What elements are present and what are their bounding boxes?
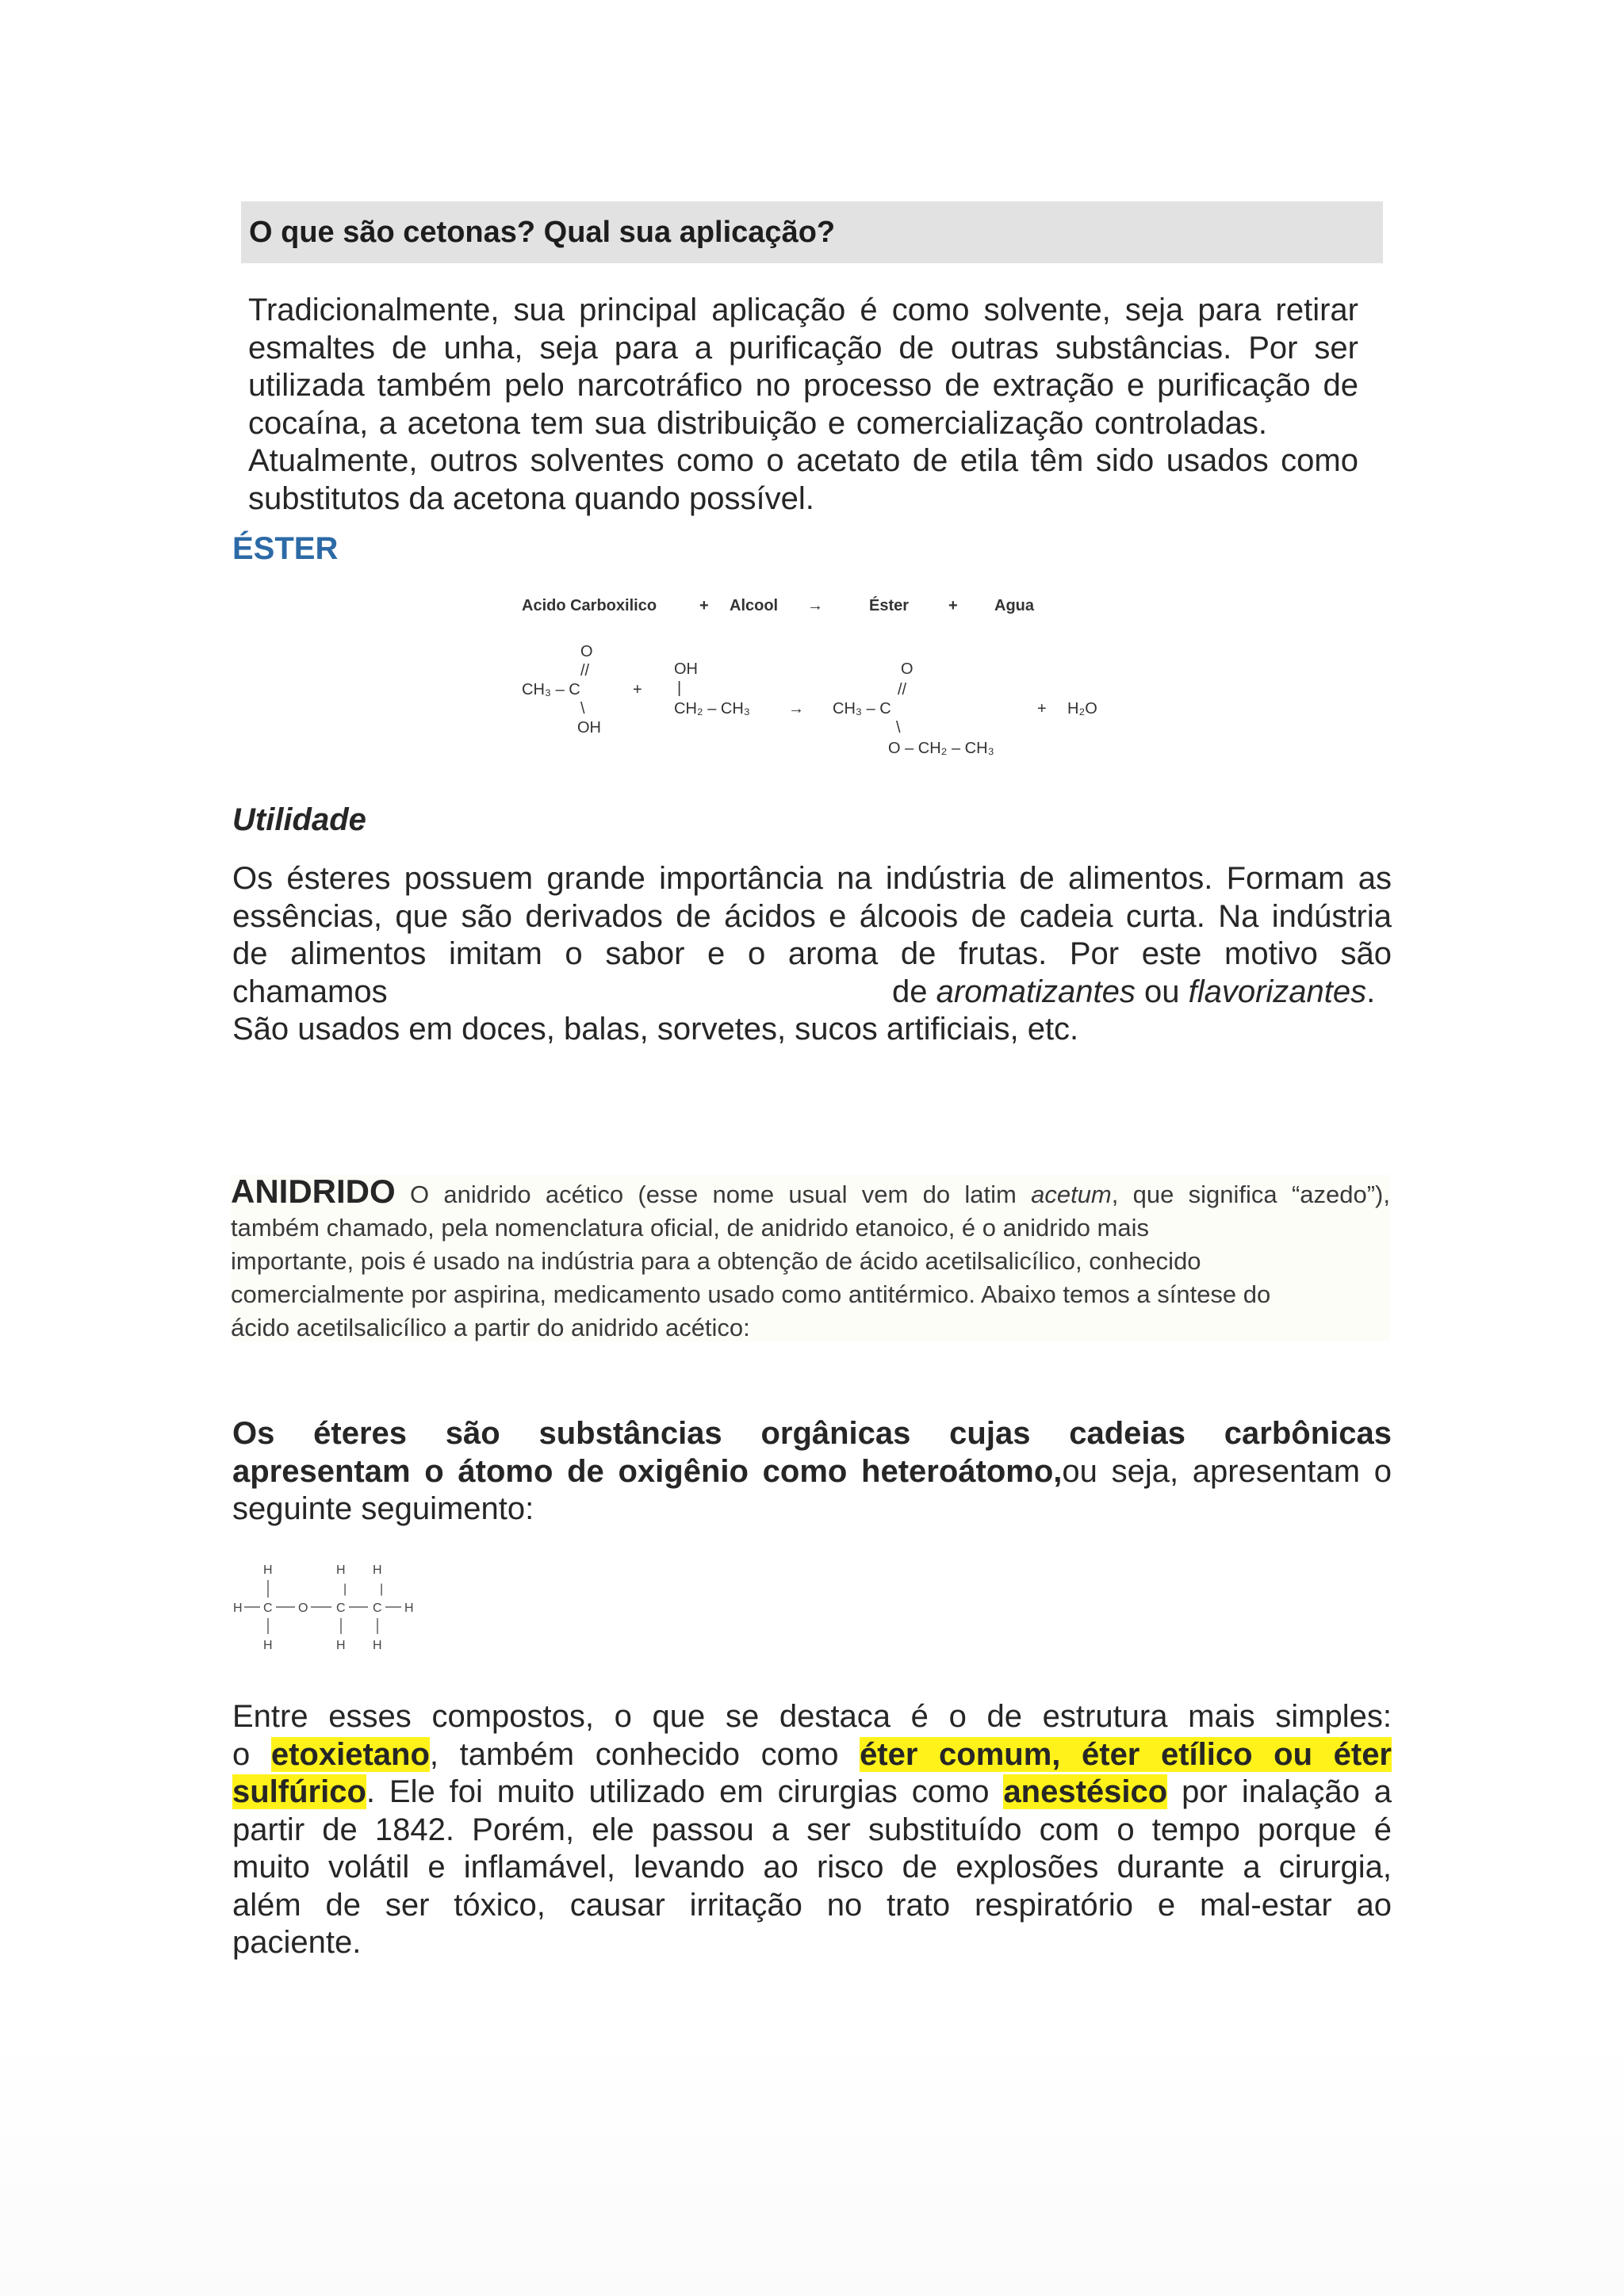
hydrogen-atom: H <box>373 1639 382 1652</box>
eter-paragraph <box>232 1415 1392 1529</box>
alcohol-bond: | <box>677 679 682 697</box>
water-formula: H₂O <box>1067 700 1097 718</box>
acid-carbonyl-o: O <box>580 643 593 660</box>
text-line <box>232 1774 1392 1812</box>
question-heading: O que são cetonas? Qual sua aplicação? <box>241 201 1383 263</box>
italic-term: flavorizantes <box>1188 974 1367 1009</box>
text-fragment: chamamos <box>232 974 388 1009</box>
italic-term: aromatizantes <box>936 974 1136 1009</box>
text-line: Entre esses compostos, o que se destaca é o de estrutura mais simples: <box>232 1699 1392 1734</box>
anidrido-paragraph <box>231 1175 1390 1341</box>
acid-double-bond: // <box>580 662 590 679</box>
text-line: seguinte seguimento: <box>232 1491 534 1526</box>
acid-single-bond: \ <box>580 700 585 718</box>
text-line <box>232 1453 1392 1491</box>
text-fragment: , também conhecido como <box>429 1736 860 1772</box>
text-line: além de ser tóxico, causar irritação no trato respiratório e mal-estar ao <box>232 1887 1392 1923</box>
hydrogen-atom: H <box>263 1639 273 1652</box>
text-line <box>232 1736 1392 1774</box>
highlighted-term: éter comum, éter etílico ou éter <box>860 1736 1392 1772</box>
italic-term: acetum <box>1031 1181 1112 1208</box>
carbon-atom: C <box>336 1601 346 1615</box>
reaction-arrow: → <box>807 597 823 614</box>
bond-line: | <box>380 1582 384 1596</box>
text-fragment: ou seja, apresentam o <box>1062 1453 1392 1489</box>
hydrogen-atom: H <box>373 1563 382 1577</box>
alcohol-chain: CH₂ – CH₃ <box>674 700 750 718</box>
highlighted-term: sulfúrico <box>232 1774 366 1809</box>
alcohol-hydroxyl: OH <box>674 660 698 678</box>
ester-heading: ÉSTER <box>232 531 339 566</box>
text-line: Os ésteres possuem grande importância na indústria de alimentos. Formam as <box>232 861 1392 896</box>
anidrido-heading: ANIDRIDO <box>231 1173 396 1210</box>
hydrogen-atom: H <box>233 1601 243 1615</box>
acid-hydroxyl: OH <box>577 719 601 737</box>
ester-chain: CH₃ – C <box>833 700 891 718</box>
text-fragment: . Ele foi muito utilizado em cirurgias como <box>366 1774 1004 1809</box>
text-line: muito volátil e inflamável, levando ao risco de explosões durante a cirurgia, <box>232 1850 1392 1885</box>
bold-text: Os éteres são substâncias orgânicas cujas cadeias carbônicas <box>232 1416 1392 1451</box>
ether-structure-diagram <box>230 1558 436 1661</box>
text-line: São usados em doces, balas, sorvetes, sucos artificiais, etc. <box>232 1012 1079 1047</box>
bold-text: apresentam o átomo de oxigênio como heteroátomo, <box>232 1453 1063 1489</box>
text-fragment: . <box>1366 974 1376 1009</box>
text-line: de alimentos imitam o sabor e o aroma de frutas. Por este motivo são <box>232 936 1392 971</box>
reaction-plus: + <box>633 681 642 698</box>
bond-line: | <box>343 1582 347 1596</box>
text-line: também chamado, pela nomenclatura oficial, de anidrido etanoico, é o anidrido mais <box>231 1214 1150 1242</box>
text-fragment <box>892 974 1375 1012</box>
page-bottom-shade <box>0 2030 1624 2296</box>
text-line: cocaína, a acetona tem sua distribuição e comercialização controladas. <box>248 405 1267 441</box>
ester-carbonyl-o: O <box>901 660 914 678</box>
reaction-label-acid: Acido Carboxilico <box>522 597 657 614</box>
text-line <box>232 1415 1392 1453</box>
reaction-arrow: → <box>788 700 804 718</box>
text-fragment: ou <box>1143 974 1180 1009</box>
text-fragment: , que significa “azedo”), <box>1111 1181 1390 1208</box>
ester-single-bond: \ <box>896 719 901 737</box>
reaction-label-ester: Éster <box>869 597 910 614</box>
hydrogen-atom: H <box>336 1563 346 1577</box>
text-line <box>232 974 1392 1012</box>
reaction-plus: + <box>699 597 709 614</box>
text-line <box>231 1175 1390 1211</box>
carbon-atom: C <box>373 1601 382 1615</box>
text-fragment: de <box>892 974 928 1009</box>
utilidade-paragraph <box>232 860 1392 1049</box>
reaction-label-alcohol: Alcool <box>730 597 779 614</box>
text-line: Tradicionalmente, sua principal aplicação é como solvente, seja para retirar <box>248 293 1358 327</box>
text-line: ácido acetilsalicílico a partir do anidrido acético: <box>231 1314 750 1341</box>
utilidade-heading: Utilidade <box>232 802 366 837</box>
reaction-header <box>522 596 1035 614</box>
question-answer-paragraph <box>248 292 1358 518</box>
text-fragment: O anidrido acético (esse nome usual vem do latim <box>395 1181 1032 1208</box>
text-line: utilizada também pelo narcotráfico no processo de extração e purificação de <box>248 368 1358 403</box>
text-fragment: o <box>232 1736 271 1772</box>
ester-alkoxy: O – CH₂ – CH₃ <box>888 740 994 757</box>
reaction-plus: + <box>1037 700 1047 718</box>
hydrogen-atom: H <box>404 1601 414 1615</box>
text-line: importante, pois é usado na indústria para a obtenção de ácido acetilsalicílico, conhecido <box>231 1247 1201 1275</box>
text-fragment: por inalação a <box>1167 1774 1392 1809</box>
hydrogen-atom: H <box>336 1639 346 1652</box>
text-line: essências, que são derivados de ácidos e álcoois de cadeia curta. Na indústria <box>232 898 1392 934</box>
ester-double-bond: // <box>898 681 907 698</box>
acid-chain: CH₃ – C <box>522 681 580 698</box>
text-line: substitutos da acetona quando possível. <box>248 480 814 516</box>
highlighted-term: etoxietano <box>270 1736 430 1772</box>
oxygen-atom: O <box>298 1601 308 1615</box>
etoxietano-paragraph <box>232 1698 1392 1962</box>
esterification-reaction-diagram <box>508 587 1110 769</box>
text-line: esmaltes de unha, seja para a purificação de outras substâncias. Por ser <box>248 330 1358 365</box>
reaction-label-water: Agua <box>994 597 1034 614</box>
text-line: paciente. <box>232 1925 362 1960</box>
hydrogen-atom: H <box>263 1563 273 1577</box>
carbon-atom: C <box>263 1601 273 1615</box>
highlighted-term: anestésico <box>1003 1774 1168 1809</box>
text-line: partir de 1842. Porém, ele passou a ser substituído com o tempo porque é <box>232 1812 1392 1847</box>
text-line: comercialmente por aspirina, medicamento usado como antitérmico. Abaixo temos a síntese do <box>231 1280 1271 1308</box>
reaction-plus: + <box>948 597 958 614</box>
text-line: Atualmente, outros solventes como o acetato de etila têm sido usados como <box>248 443 1358 478</box>
